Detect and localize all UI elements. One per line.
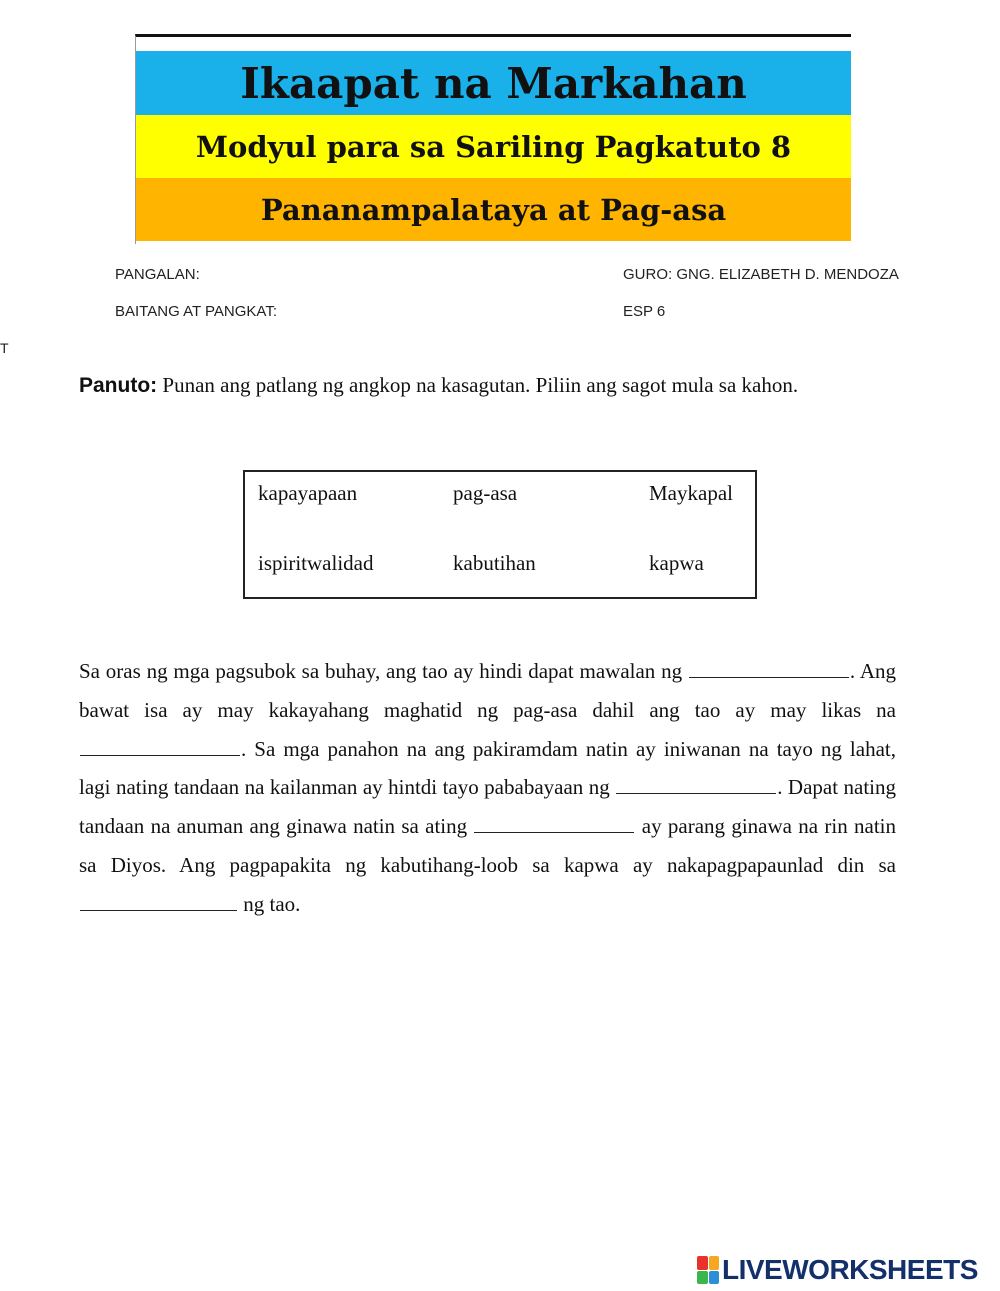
answer-blank-5[interactable] (80, 892, 237, 911)
topic-title: Pananampalataya at Pag-asa (136, 178, 851, 241)
passage-text: Sa oras ng mga pagsubok sa buhay, ang tao ay hindi dapat mawalan ng (79, 659, 688, 683)
passage-text: ay parang ginawa na rin natin sa Diyos. Ang pagpapakita ng kabutihang-loob sa kapwa ay nakapagpapaunlad din sa (79, 814, 896, 877)
grade-section-label: BAITANG AT PANGKAT: (115, 303, 277, 320)
instructions-text: Punan ang patlang ng angkop na kasagutan. Piliin ang sagot mula sa kahon. (157, 373, 799, 397)
instructions-label: Panuto: (79, 374, 158, 397)
title-banner (135, 34, 851, 244)
module-title: Modyul para sa Sariling Pagkatuto 8 (136, 115, 851, 178)
stray-character: T (0, 340, 9, 356)
word-bank (243, 470, 757, 599)
liveworksheets-logo[interactable] (697, 1254, 978, 1286)
passage-text: . Sa mga panahon na ang pakiramdam natin ay iniwanan na tayo ng lahat, lagi nating tandaan na kailanman ay hintdi tayo pababayaan ng (79, 736, 896, 800)
answer-blank-4[interactable] (474, 814, 634, 833)
word-bank-item: kapwa (649, 551, 704, 575)
teacher-label: GURO: GNG. ELIZABETH D. MENDOZA (623, 266, 899, 283)
word-bank-item: kabutihan (453, 551, 536, 575)
answer-blank-2[interactable] (80, 737, 240, 756)
liveworksheets-logo-icon (697, 1256, 719, 1284)
name-label: PANGALAN: (115, 266, 200, 283)
answer-blank-3[interactable] (616, 775, 776, 794)
quarter-title: Ikaapat na Markahan (136, 51, 851, 115)
word-bank-item: Maykapal (649, 481, 733, 505)
answer-blank-1[interactable] (689, 659, 849, 678)
passage-text: ng tao. (238, 891, 301, 916)
liveworksheets-logo-text: LIVEWORKSHEETS (722, 1254, 978, 1285)
word-bank-item: pag-asa (453, 481, 518, 505)
subject-label: ESP 6 (623, 303, 666, 320)
fill-in-passage (79, 652, 896, 924)
word-bank-item: kapayapaan (258, 481, 358, 505)
passage-text: . Dapat nating tandaan na anuman ang ginawa natin sa ating (79, 775, 896, 839)
passage-text: . Ang bawat isa ay may kakayahang maghatid ng pag-asa dahil ang tao ay may likas na (79, 659, 896, 722)
instructions (79, 372, 896, 399)
word-bank-item: ispiritwalidad (258, 551, 374, 575)
